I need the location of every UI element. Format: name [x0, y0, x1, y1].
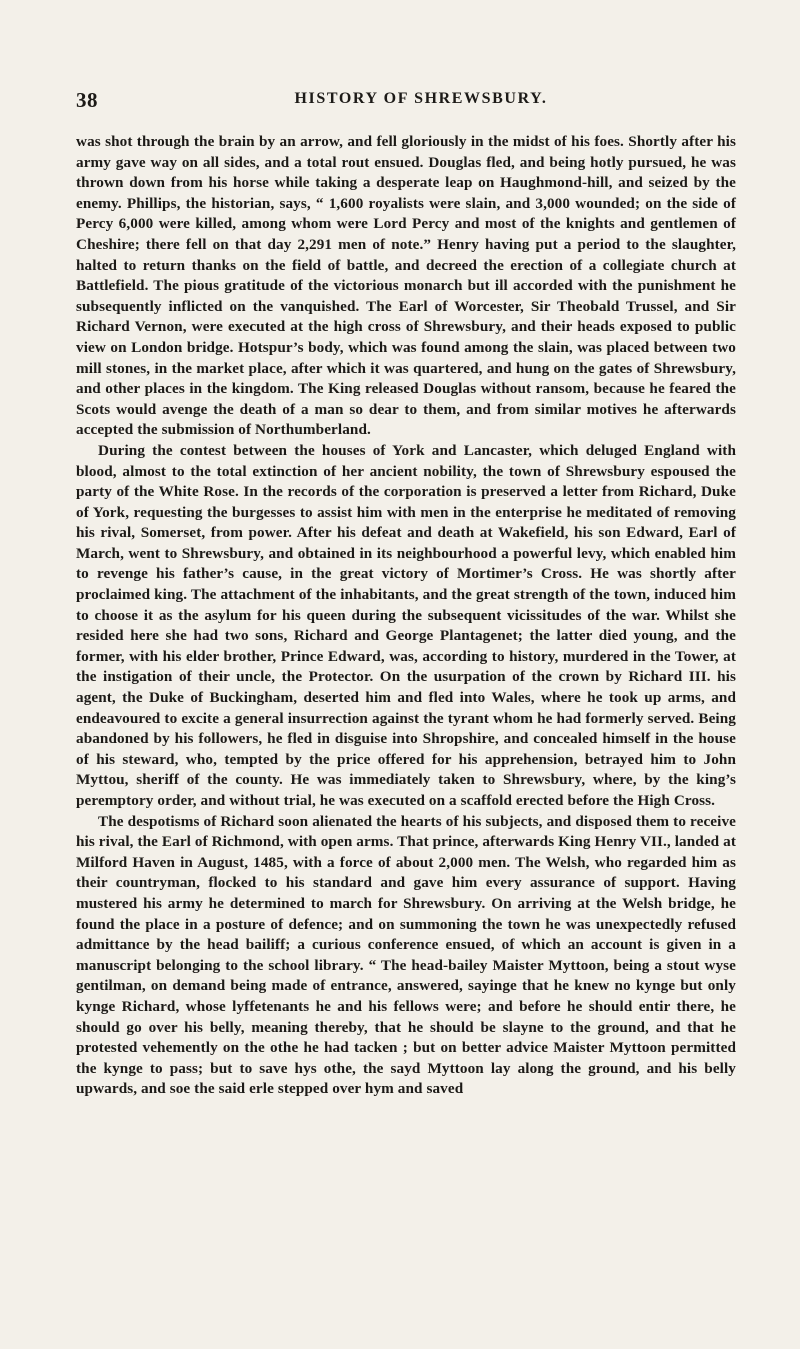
running-head: HISTORY OF SHREWSBURY.: [294, 90, 548, 107]
paragraph-2: During the contest between the houses of York and Lancaster, which deluged England with blood, almost to the total extinction of her ancient nobility, the town of Shrewsbury espoused the party of the White Rose. In the records of the corporation is preserved a letter from Richard, Duke of York, requesting the burgesses to assist him with men in the enterprise he meditated of removing his rival, Somerset, from power. After his defeat and death at Wakefield, his son Edward, Earl of March, went to Shrewsbury, and obtained in its neighbourhood a powerful levy, which enabled him to revenge his father’s cause, in the great victory of Mortimer’s Cross. He was shortly after proclaimed king. The attachment of the inhabitants, and the great strength of the town, induced him to choose it as the asylum for his queen during the subsequent vicissitudes of the war. Whilst she resided here she had two sons, Richard and George Plantagenet; the latter died young, and the former, with his elder brother, Prince Edward, was, according to history, murdered in the Tower, at the instigation of their uncle, the Protector. On the usurpation of the crown by Richard III. his agent, the Duke of Buckingham, deserted him and fled into Wales, where he took up arms, and endeavoured to excite a general insurrection against the tyrant whom he had formerly served. Being abandoned by his followers, he fled in disguise into Shropshire, and concealed himself in the house of his steward, who, tempted by the price offered for his apprehension, betrayed him to John Myttou, sheriff of the county. He was immediately taken to Shrewsbury, where, by the king’s peremptory order, and without trial, he was executed on a scaffold erected before the High Cross.: [76, 441, 736, 809]
page-number: 38: [76, 88, 98, 112]
page-header: [76, 88, 736, 118]
paragraph-1: was shot through the brain by an arrow, and fell gloriously in the midst of his foes. Shortly after his army gave way on all sides, and a total rout ensued. Douglas fled, and being hotly pursued, he was thrown down from his horse while taking a desperate leap on Haughmond-hill, and seized by the enemy. Phillips, the historian, says, “ 1,600 royalists were slain, and 3,000 wounded; on the side of Percy 6,000 were killed, among whom were Lord Percy and most of the knights and gentlemen of Cheshire; there fell on that day 2,291 men of note.” Henry having put a period to the slaughter, halted to return thanks on the field of battle, and decreed the erection of a collegiate church at Battlefield. The pious gratitude of the victorious monarch but ill accorded with the punishment he subsequently inflicted on the vanquished. The Earl of Worcester, Sir Theobald Trussel, and Sir Richard Vernon, were executed at the high cross of Shrewsbury, and their heads exposed to public view on London bridge. Hotspur’s body, which was found among the slain, was placed between two mill stones, in the market place, after which it was quartered, and hung on the gates of Shrewsbury, and other places in the kingdom. The King released Douglas without ransom, because he feared the Scots would avenge the death of a man so dear to them, and from similar motives he afterwards accepted the submission of Northumberland.: [76, 133, 736, 439]
body-text: [76, 132, 736, 1100]
paragraph-3: The despotisms of Richard soon alienated the hearts of his subjects, and disposed them to receive his rival, the Earl of Richmond, with open arms. That prince, afterwards King Henry VII., landed at Milford Haven in August, 1485, with a force of about 2,000 men. The Welsh, who regarded him as their countryman, flocked to his standard and gave him every assurance of support. Having mustered his army he determined to march for Shrewsbury. On arriving at the Welsh bridge, he found the place in a posture of defence; and on summoning the town he was unexpectedly refused admittance by the head bailiff; a curious conference ensued, of which an account is given in a manuscript belonging to the school library. “ The head-bailey Maister Myttoon, being a stout wyse gentilman, on demand being made of entrance, answered, sayinge that he knew no kynge but only kynge Richard, whose lyffetenants he and his fellows were; and before he should entir there, he should go over his belly, meaning thereby, that he should be slayne to the ground, and that he protested vehemently on the othe he had tacken ; but on better advice Maister Myttoon permitted the kynge to pass; but to save hys othe, the sayd Myttoon lay along the ground, and his belly upwards, and soe the said erle stepped over hym and saved: [76, 812, 736, 1098]
